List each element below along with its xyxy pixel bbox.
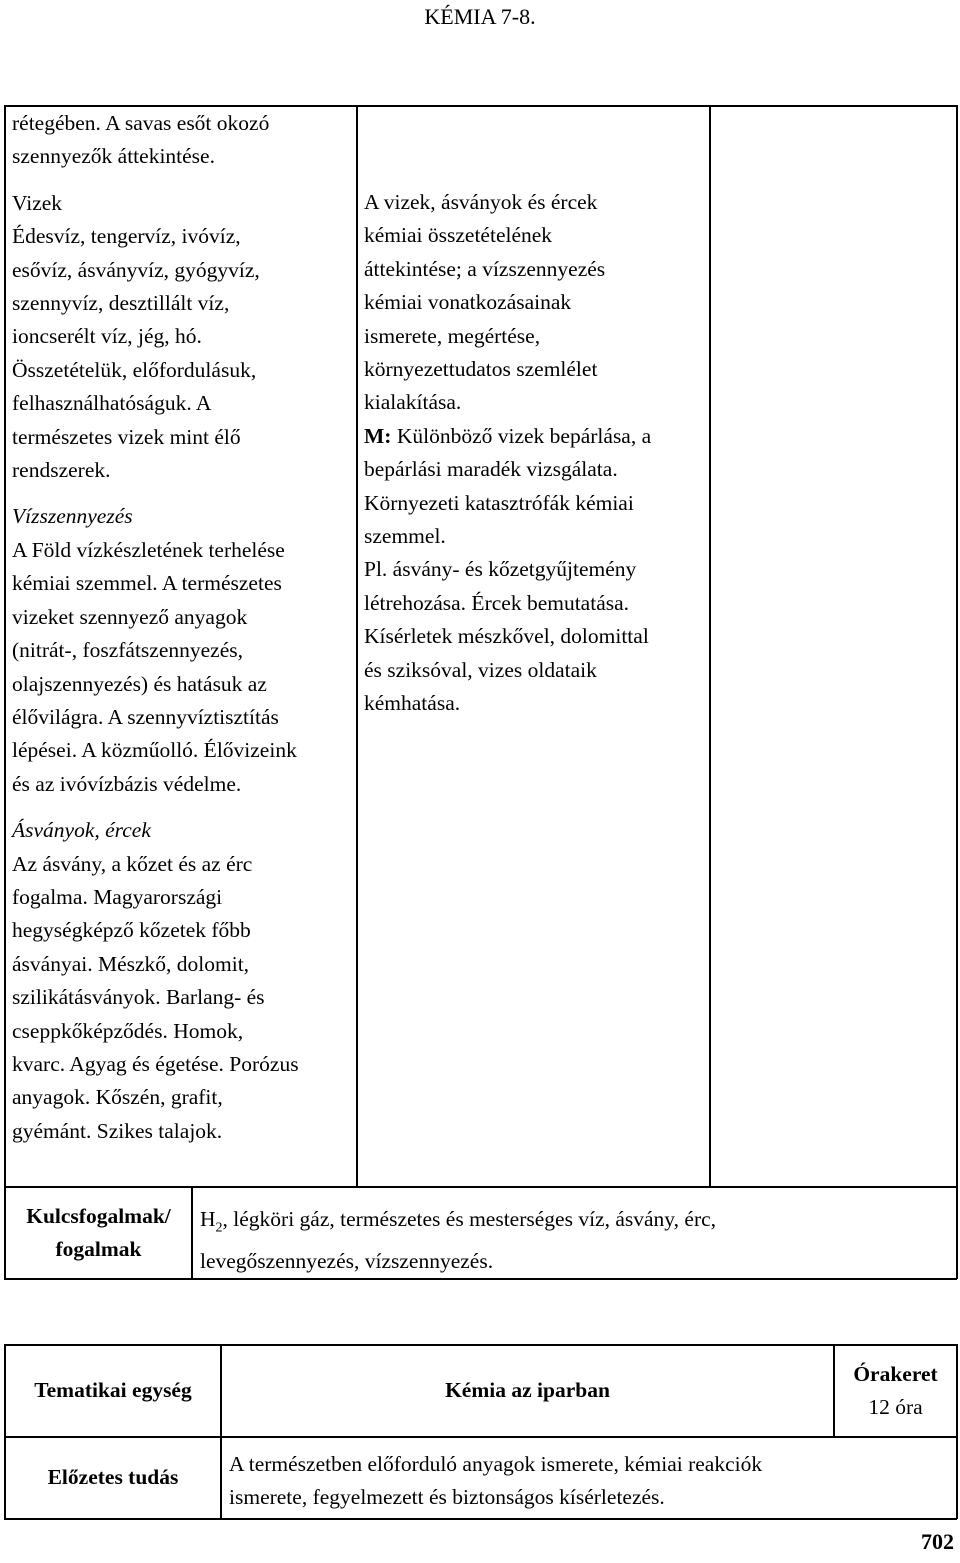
text-line: hegységképző kőzetek főbb xyxy=(12,918,251,943)
text-line: cseppkőképződés. Homok, xyxy=(12,1018,244,1043)
text-line: szilikátásványok. Barlang- és xyxy=(12,985,265,1010)
asvanyok-section xyxy=(12,814,354,1148)
text-line: ismerete, fegyelmezett és biztonságos kísérletezés. xyxy=(229,1485,665,1510)
tematikai-label: Tematikai egység xyxy=(34,1378,192,1403)
text-line: Környezeti katasztrófák kémiai xyxy=(364,490,634,515)
content-column xyxy=(12,107,354,1148)
text-line: kémiai összetételének xyxy=(364,223,553,248)
text-line: áttekintése; a vízszennyezés xyxy=(364,256,606,281)
text-line: kémiai szemmel. A természetes xyxy=(12,571,282,596)
text-line: gyémánt. Szikes talajok. xyxy=(12,1118,223,1143)
orakeret-value: 12 óra xyxy=(868,1395,923,1419)
t2-bottom xyxy=(4,1518,957,1520)
text-line: és az ivóvízbázis védelme. xyxy=(12,771,242,796)
text-line: Összetételük, előfordulásuk, xyxy=(12,357,257,382)
text-line: esővíz, ásványvíz, gyógyvíz, xyxy=(12,257,260,282)
kulcs-label-line1: Kulcsfogalmak/ xyxy=(26,1204,171,1228)
text-line: szennyezők áttekintése. xyxy=(12,144,215,169)
orakeret-cell xyxy=(835,1346,956,1436)
h-symbol: H xyxy=(200,1207,216,1231)
vizszennyezes-section xyxy=(12,500,354,801)
text-line: és sziksóval, vizes oldataik xyxy=(364,657,597,682)
t1-bottom xyxy=(4,1278,957,1280)
text-line: szemmel. xyxy=(364,524,446,549)
text-line: levegőszennyezés, vízszennyezés. xyxy=(200,1248,494,1273)
text-line: A vizek, ásványok és ércek xyxy=(364,190,598,214)
text-line xyxy=(364,420,706,453)
t1-left xyxy=(4,105,6,1279)
text-line: Kísérletek mészkővel, dolomittal xyxy=(364,624,649,649)
text-line: lépései. A közműolló. Élővizeink xyxy=(12,738,297,763)
text-line: ásványai. Mészkő, dolomit, xyxy=(12,951,250,976)
kulcs-label-line2: fogalmak xyxy=(55,1237,142,1261)
page-number: 702 xyxy=(921,1529,954,1554)
t1-div2 xyxy=(709,105,711,1187)
text-line: kialakítása. xyxy=(364,390,462,415)
text-line: ioncserélt víz, jég, hó. xyxy=(12,324,202,349)
kulcsfogalmak-label xyxy=(6,1188,191,1278)
t2-right xyxy=(956,1344,958,1519)
text-line: természetes vizek mint élő xyxy=(12,424,241,449)
text-line: rétegében. A savas esőt okozó xyxy=(12,111,270,135)
text-line: szennyvíz, desztillált víz, xyxy=(12,291,230,316)
text-line: kémiai vonatkozásainak xyxy=(364,290,572,315)
t1-kulcs-div xyxy=(191,1186,193,1279)
intro-paragraph xyxy=(12,107,354,174)
text-line: fogalma. Magyarországi xyxy=(12,884,223,909)
t1-right xyxy=(956,105,958,1279)
text-line: Édesvíz, tengervíz, ivóvíz, xyxy=(12,224,241,249)
section-title-vizek: Vizek xyxy=(12,190,63,215)
text-line: A Föld vízkészletének terhelése xyxy=(12,537,285,562)
text-line: kvarc. Agyag és égetése. Porózus xyxy=(12,1051,299,1076)
text-line: élővilágra. A szennyvíztisztítás xyxy=(12,704,279,729)
text-line: ismerete, megértése, xyxy=(364,323,541,348)
text-line: olajszennyezés) és hatásuk az xyxy=(12,671,267,696)
text-line: anyagok. Kőszén, grafit, xyxy=(12,1085,223,1110)
text-line: Az ásvány, a kőzet és az érc xyxy=(12,851,253,876)
t1-div1 xyxy=(356,105,358,1187)
text-line: Pl. ásvány- és kőzetgyűjtemény xyxy=(364,557,637,582)
m-text: Különböző vizek bepárlása, a xyxy=(391,423,652,448)
text-line: bepárlási maradék vizsgálata. xyxy=(364,457,618,482)
text-line: A természetben előforduló anyagok ismerete, kémiai reakciók xyxy=(229,1452,763,1476)
h-subscript: 2 xyxy=(215,1220,223,1236)
elozetes-label: Előzetes tudás xyxy=(47,1465,179,1490)
page-header: KÉMIA 7-8. xyxy=(424,4,536,29)
text-line xyxy=(200,1203,950,1245)
orakeret-label: Órakeret xyxy=(853,1361,938,1386)
text-line: felhasználhatóságuk. A xyxy=(12,391,212,416)
kulcsfogalmak-value xyxy=(200,1203,950,1278)
section-title-asvanyok: Ásványok, ércek xyxy=(12,818,151,843)
text-line: vizeket szennyező anyagok xyxy=(12,604,248,629)
text-line: (nitrát-, foszfátszennyezés, xyxy=(12,638,244,663)
text-line: kémhatása. xyxy=(364,691,461,716)
elozetes-value xyxy=(229,1448,949,1515)
goals-column xyxy=(364,186,706,721)
kulcs-text: , légköri gáz, természetes és mesterséges víz, ásvány, érc, xyxy=(222,1207,717,1231)
vizek-section xyxy=(12,187,354,488)
text-line: létrehozása. Ércek bemutatása. xyxy=(364,590,630,615)
section-title-vizszennyezes: Vízszennyezés xyxy=(12,504,133,529)
text-line: környezettudatos szemlélet xyxy=(364,357,598,382)
text-line: rendszerek. xyxy=(12,458,111,483)
tematikai-value: Kémia az iparban xyxy=(445,1378,610,1403)
m-label: M: xyxy=(364,423,392,448)
